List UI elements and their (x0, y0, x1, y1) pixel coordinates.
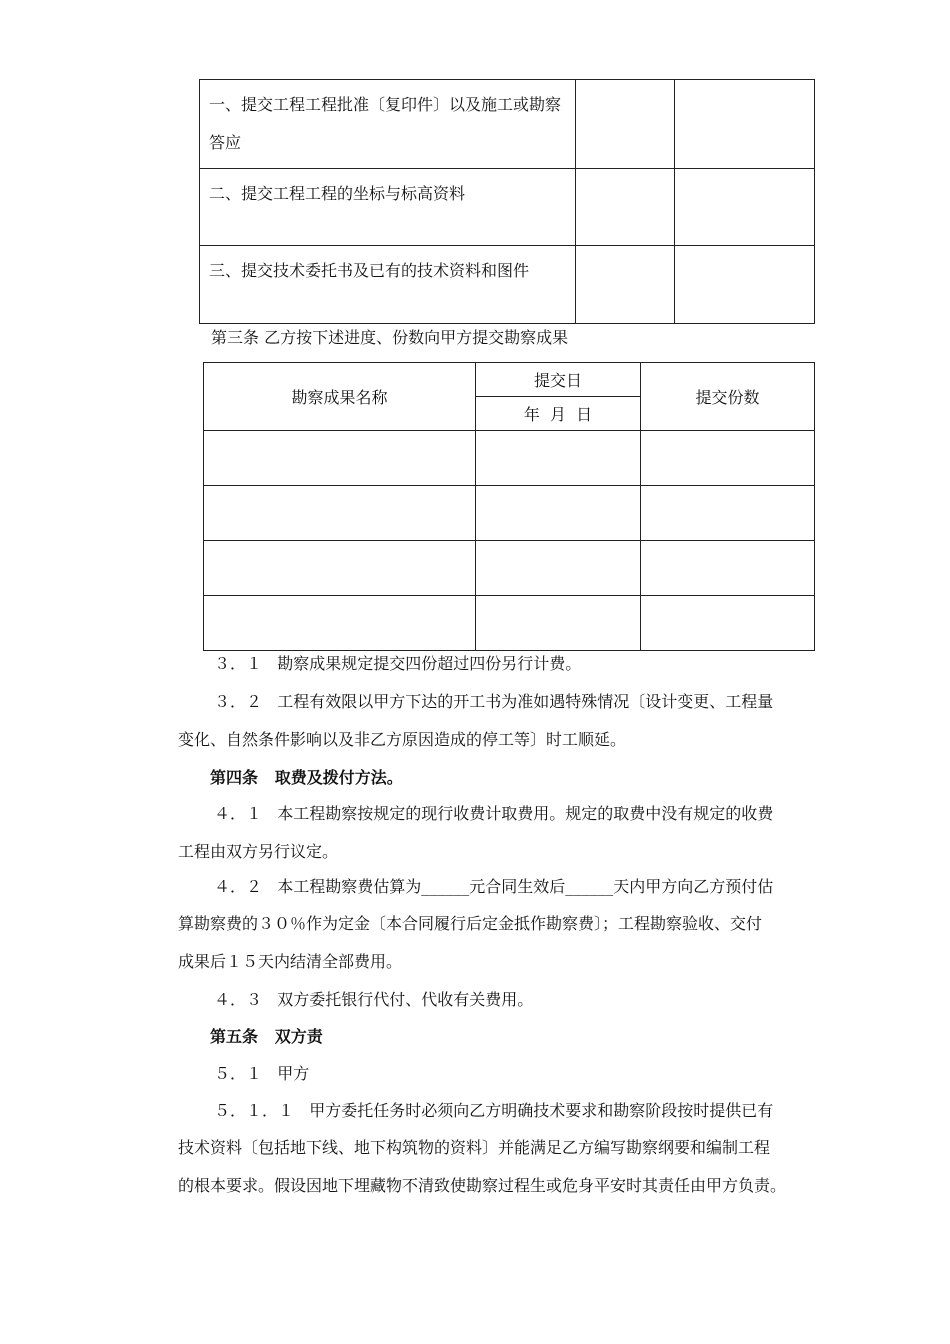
clause-5-1-1-line3: 的根本要求。假设因地下埋藏物不清致使勘察过程生或危身平安时其责任由甲方负责。 (178, 1176, 787, 1195)
table-cell (576, 246, 675, 324)
row-2-text: 二、提交工程工程的坐标与标高资料 (209, 184, 466, 203)
table-cell (476, 596, 641, 651)
table-cell (204, 541, 476, 596)
clause-3-2-line1: ３．２ 工程有效限以甲方下达的开工书为准如遇特殊情况〔设计变更、工程量 (214, 692, 774, 711)
clause-4-2-line3: 成果后１５天内结清全部费用。 (178, 952, 403, 971)
table-cell (204, 431, 476, 486)
table-cell (204, 486, 476, 541)
table-cell (476, 486, 641, 541)
clause-5-1-1-line1: ５．１．１ 甲方委托任务时必须向乙方明确技术要求和勘察阶段按时提供已有 (214, 1101, 774, 1120)
table-row (200, 80, 576, 169)
table-cell (204, 596, 476, 651)
clause-4-1-line2: 工程由双方另行议定。 (178, 842, 339, 861)
table-cell (641, 541, 815, 596)
clause-3-2-line2: 变化、自然条件影响以及非乙方原因造成的停工等〕时工顺延。 (178, 730, 627, 749)
header-date-units: 年 月 日 (476, 397, 641, 431)
table-cell (641, 596, 815, 651)
submission-table (199, 79, 815, 324)
clause-5-1-1-line2: 技术资料〔包括地下线、地下构筑物的资料〕并能满足乙方编写勘察纲要和编制工程 (178, 1138, 771, 1157)
header-date: 提交日 (476, 363, 641, 397)
article-3-title: 第三条 乙方按下述进度、份数向甲方提交勘察成果 (211, 328, 569, 347)
clause-4-2-line1: ４．２ 本工程勘察费估算为______元合同生效后______天内甲方向乙方预付估 (214, 877, 774, 896)
clause-3-1: ３．１ 勘察成果规定提交四份超过四份另行计费。 (214, 654, 582, 673)
table-cell (476, 541, 641, 596)
header-name: 勘察成果名称 (204, 363, 476, 431)
table-cell (675, 246, 815, 324)
article-5-title: 第五条 双方责 (210, 1027, 323, 1046)
table-cell (675, 80, 815, 169)
row-3-text: 三、提交技术委托书及已有的技术资料和图件 (209, 261, 530, 280)
table-cell (641, 431, 815, 486)
clause-4-1-line1: ４．１ 本工程勘察按规定的现行收费计取费用。规定的取费中没有规定的收费 (214, 804, 774, 823)
table-cell (576, 169, 675, 246)
table-row (200, 246, 576, 324)
header-copies: 提交份数 (641, 363, 815, 431)
table-cell (641, 486, 815, 541)
article-4-title: 第四条 取费及拨付方法。 (210, 768, 403, 787)
clause-4-2-line2: 算勘察费的３０％作为定金〔本合同履行后定金抵作勘察费〕；工程勘察验收、交付 (178, 914, 763, 933)
table-cell (576, 80, 675, 169)
row-1-text: 一、提交工程工程批准〔复印件〕以及施工或勘察答应 (209, 95, 562, 152)
clause-4-3: ４．３ 双方委托银行代付、代收有关费用。 (214, 990, 534, 1009)
clause-5-1: ５．１ 甲方 (214, 1064, 310, 1083)
table-cell (675, 169, 815, 246)
deliverables-table (203, 362, 815, 651)
table-cell (476, 431, 641, 486)
table-row (200, 169, 576, 246)
